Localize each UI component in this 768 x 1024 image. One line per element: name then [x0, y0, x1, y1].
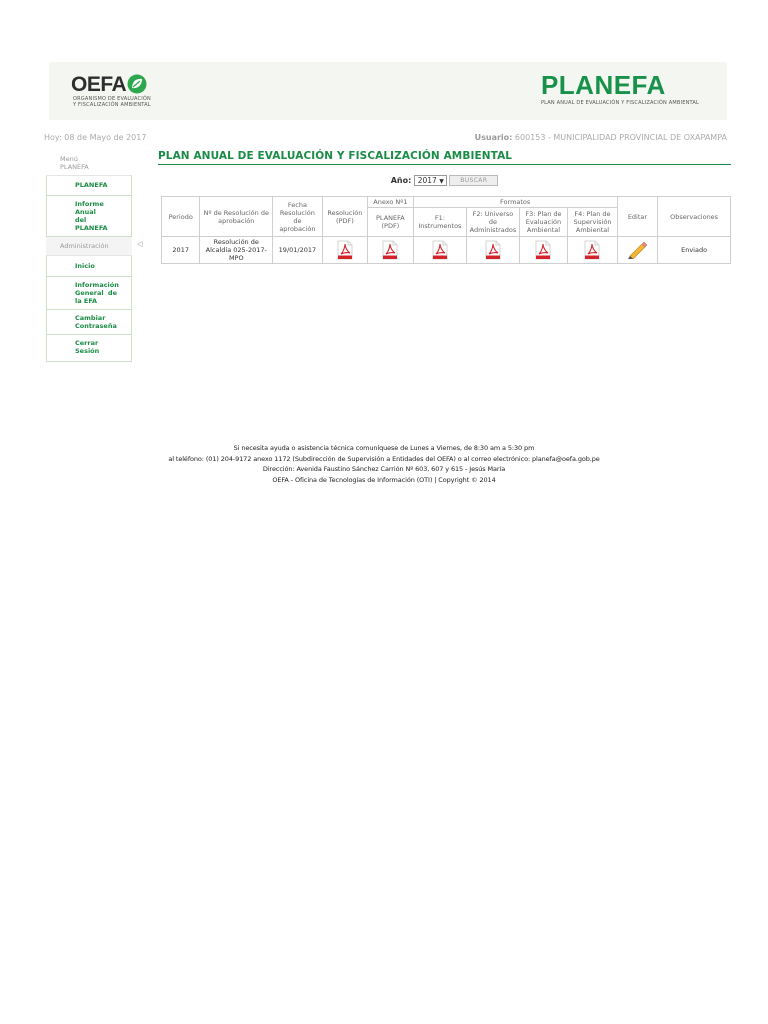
cell-f3	[519, 237, 568, 264]
collapse-sidebar-icon[interactable]: ◁	[137, 240, 143, 248]
oefa-logo-subtitle	[73, 96, 151, 108]
year-select[interactable]	[414, 175, 447, 186]
footer-address-line: Dirección: Avenida Faustino Sánchez Carrión Nº 603, 607 y 615 - Jesús María	[262, 465, 506, 473]
col-fecha-resolucion: Fecha Resolución de aprobación	[273, 197, 323, 237]
cell-fecha: 19/01/2017	[273, 237, 323, 264]
table-row	[162, 237, 731, 264]
cell-observaciones: Enviado	[658, 237, 731, 264]
sidebar-item-cerrar-sesion[interactable]: Cerrar Sesión	[46, 335, 132, 362]
pdf-icon[interactable]	[534, 240, 552, 260]
year-select-value: 2017	[417, 176, 437, 185]
footer	[0, 443, 768, 485]
oefa-subtitle-line-1: ORGANISMO DE EVALUACIÓN	[73, 96, 151, 102]
pdf-icon[interactable]	[484, 240, 502, 260]
leaf-icon	[127, 74, 147, 94]
col-f2: F2: Universo de Administrados	[467, 208, 520, 237]
planefa-logo-text: PLANEFA	[540, 70, 666, 100]
year-filter	[158, 175, 731, 187]
planefa-logo-subtitle: PLAN ANUAL DE EVALUACIÓN Y FISCALIZACIÓN AMBIENTAL	[540, 100, 699, 106]
sidebar-menu	[46, 150, 132, 362]
planefa-table	[161, 196, 731, 264]
cell-resolucion-pdf	[322, 237, 367, 264]
menu-title-line-2: PLANEFA	[60, 163, 89, 171]
sidebar-item-cambiar-contrasena[interactable]: Cambiar Contraseña	[46, 310, 132, 335]
sidebar-item-informacion-general[interactable]: Información General de la EFA	[46, 277, 132, 310]
col-anexo: Anexo Nº1	[368, 197, 413, 208]
col-periodo: Periodo	[162, 197, 200, 237]
chevron-down-icon: ▼	[439, 178, 444, 185]
col-editar: Editar	[617, 197, 657, 237]
user-label: Usuario:	[474, 133, 513, 142]
user-value: 600153 - MUNICIPALIDAD PROVINCIAL DE OXAPAMPA	[514, 133, 727, 142]
cell-planefa-pdf	[368, 237, 413, 264]
page-title: PLAN ANUAL DE EVALUACIÓN Y FISCALIZACIÓN AMBIENTAL	[158, 150, 731, 165]
pdf-icon[interactable]	[431, 240, 449, 260]
pencil-icon[interactable]	[627, 241, 647, 259]
main-content	[158, 150, 731, 262]
pdf-icon[interactable]	[583, 240, 601, 260]
search-button[interactable]: BUSCAR	[449, 175, 498, 186]
sidebar-item-informe-anual[interactable]: Informe Anual del PLANEFA	[46, 196, 132, 237]
col-observaciones: Observaciones	[658, 197, 731, 237]
current-date: Hoy: 08 de Mayo de 2017	[44, 133, 147, 142]
sidebar-menu-title	[46, 150, 132, 176]
sidebar-item-planefa[interactable]: PLANEFA	[46, 176, 132, 196]
menu-title-line-1: Menú	[60, 155, 78, 163]
cell-f1	[413, 237, 467, 264]
year-label: Año:	[390, 176, 412, 185]
oefa-logo-text: OEFA	[71, 73, 127, 96]
pdf-icon[interactable]	[336, 240, 354, 260]
sidebar-item-inicio[interactable]: Inicio	[46, 256, 132, 277]
cell-resolucion-numero: Resolución de Alcaldía 025-2017-MPO	[200, 237, 273, 264]
footer-help-line: Si necesita ayuda o asistencia técnica comuníquese de Lunes a Viernes, de 8:30 am a 5:30 pm	[233, 444, 535, 452]
footer-contact-line: al teléfono: (01) 204-9172 anexo 1172 (Subdirección de Supervisión a Entidades del OEFA) o al correo electrónico: planefa@oefa.gob.pe	[168, 454, 600, 463]
col-formatos: Formatos	[413, 197, 617, 208]
col-f3: F3: Plan de Evaluación Ambiental	[519, 208, 568, 237]
cell-periodo: 2017	[162, 237, 200, 264]
col-f4: F4: Plan de Supervisión Ambiental	[568, 208, 618, 237]
sidebar-admin-title: Administración	[46, 237, 132, 256]
col-f1: F1: Instrumentos	[413, 208, 467, 237]
col-resolucion-numero: Nº de Resolución de aprobación	[200, 197, 273, 237]
header-banner	[49, 62, 727, 120]
planefa-logo	[541, 71, 699, 106]
cell-f4	[568, 237, 618, 264]
oefa-logo[interactable]	[71, 74, 151, 108]
cell-editar	[617, 237, 657, 264]
oefa-subtitle-line-2: Y FISCALIZACIÓN AMBIENTAL	[73, 102, 151, 108]
col-planefa-pdf: PLANEFA (PDF)	[368, 208, 413, 237]
cell-f2	[467, 237, 520, 264]
col-resolucion-pdf: Resolución (PDF)	[322, 197, 367, 237]
user-info	[475, 133, 727, 142]
footer-copyright-line: OEFA - Oficina de Tecnologías de Información (OTI) | Copyright © 2014	[272, 475, 496, 484]
pdf-icon[interactable]	[381, 240, 399, 260]
